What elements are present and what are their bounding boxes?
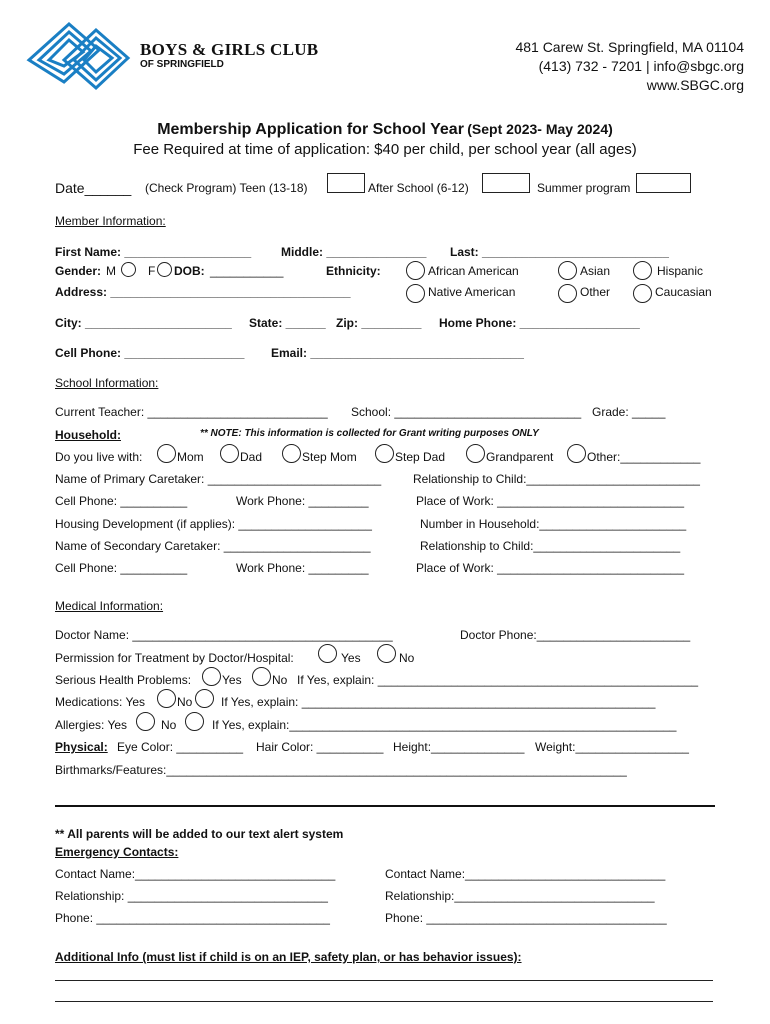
teen-label: (Check Program) Teen (13-18)	[145, 181, 308, 195]
step-dad-label: Step Dad	[395, 450, 446, 464]
last-name-field[interactable]: Last: ____________________________	[450, 245, 669, 259]
permission-yes-label: Yes	[341, 651, 361, 665]
serious-explain-field[interactable]: If Yes, explain: ________________________________________________	[297, 673, 699, 687]
serious-yes-radio[interactable]	[202, 667, 221, 686]
household-number-field[interactable]: Number in Household:______________________	[420, 517, 687, 531]
home-phone-field[interactable]: Home Phone: __________________	[439, 316, 640, 330]
household-note: ** NOTE: This information is collected for Grant writing purposes ONLY	[200, 428, 539, 439]
eth-hispanic-radio[interactable]	[633, 261, 652, 280]
fee-text: Fee Required at time of application: $40 per child, per school year (all ages)	[133, 141, 637, 158]
school-field[interactable]: School: ____________________________	[351, 405, 582, 419]
eth-asian-label: Asian	[580, 264, 611, 278]
org-phone-email: (413) 732 - 7201 | info@sbgc.org	[538, 58, 744, 74]
height-field[interactable]: Height:______________	[393, 740, 525, 754]
medications-label: Medications: Yes	[55, 695, 146, 709]
mom-radio[interactable]	[157, 444, 176, 463]
serious-no-label: No	[272, 673, 288, 687]
club-logo-icon	[24, 20, 134, 92]
org-subtitle: OF SPRINGFIELD	[140, 59, 224, 70]
first-name-field[interactable]: First Name: ___________________	[55, 245, 252, 259]
eth-native-label: Native American	[428, 285, 516, 299]
caretaker-cell-2-field[interactable]: Cell Phone: __________	[55, 561, 188, 575]
step-mom-label: Step Mom	[302, 450, 357, 464]
place-of-work-2-field[interactable]: Place of Work: ____________________________	[416, 561, 685, 575]
section-divider	[55, 805, 715, 807]
hair-color-field[interactable]: Hair Color: __________	[256, 740, 384, 754]
teacher-field[interactable]: Current Teacher: ___________________________	[55, 405, 328, 419]
grade-field[interactable]: Grade: _____	[592, 405, 666, 419]
serious-no-radio[interactable]	[252, 667, 271, 686]
additional-line-1[interactable]	[55, 980, 713, 981]
eth-caucasian-radio[interactable]	[633, 284, 652, 303]
caretaker-work-2-field[interactable]: Work Phone: _________	[236, 561, 369, 575]
title-main: Membership Application for School Year	[157, 121, 464, 138]
eth-caucasian-label: Caucasian	[655, 285, 712, 299]
contact-block	[515, 38, 744, 95]
other-field[interactable]: Other:____________	[587, 450, 701, 464]
teen-checkbox[interactable]	[327, 173, 365, 193]
place-of-work-1-field[interactable]: Place of Work: ____________________________	[416, 494, 685, 508]
after-school-label: After School (6-12)	[368, 181, 469, 195]
allergies-label: Allergies: Yes	[55, 718, 128, 732]
org-website: www.SBGC.org	[646, 77, 744, 93]
relationship-2-field[interactable]: Relationship to Child:______________________	[420, 539, 681, 553]
gender-f-label: F	[148, 264, 156, 278]
allergies-explain-field[interactable]: If Yes, explain:__________________________________________________________	[212, 718, 677, 732]
gender-label: Gender:	[55, 264, 102, 278]
relationship-1-field[interactable]: Relationship to Child:__________________________	[413, 472, 700, 486]
text-alert-note: ** All parents will be added to our text alert system	[55, 827, 344, 841]
zip-field[interactable]: Zip: _________	[336, 316, 422, 330]
gender-f-radio[interactable]	[157, 262, 172, 277]
eth-hispanic-label: Hispanic	[657, 264, 704, 278]
caretaker-work-1-field[interactable]: Work Phone: _________	[236, 494, 369, 508]
relationship-e2-field[interactable]: Relationship:______________________________	[385, 889, 655, 903]
serious-label: Serious Health Problems:	[55, 673, 192, 687]
eth-african-label: African American	[428, 264, 519, 278]
secondary-caretaker-field[interactable]: Name of Secondary Caretaker: ______________________	[55, 539, 371, 553]
weight-field[interactable]: Weight:_________________	[535, 740, 689, 754]
contact-name-1-field[interactable]: Contact Name:______________________________	[55, 867, 336, 881]
additional-line-2[interactable]	[55, 1001, 713, 1002]
eth-native-radio[interactable]	[406, 284, 425, 303]
eth-asian-radio[interactable]	[558, 261, 577, 280]
summer-label: Summer program	[537, 181, 631, 195]
dob-field[interactable]: ___________	[210, 264, 284, 278]
birthmarks-field[interactable]: Birthmarks/Features:_____________________________________________________________________	[55, 763, 627, 777]
school-heading: School Information:	[55, 376, 159, 390]
eth-other-radio[interactable]	[558, 284, 577, 303]
org-name: BOYS & GIRLS CLUB	[140, 40, 319, 59]
medications-explain-field[interactable]: If Yes, explain: _____________________________________________________	[221, 695, 656, 709]
eth-african-radio[interactable]	[406, 261, 425, 280]
doctor-name-field[interactable]: Doctor Name: _______________________________________	[55, 628, 393, 642]
dad-label: Dad	[240, 450, 263, 464]
state-field[interactable]: State: ______	[249, 316, 326, 330]
date-field[interactable]: Date______	[55, 180, 132, 196]
step-dad-radio[interactable]	[375, 444, 394, 463]
cell-phone-field[interactable]: Cell Phone: __________________	[55, 346, 245, 360]
physical-label: Physical:	[55, 740, 108, 754]
gender-m-radio[interactable]	[121, 262, 136, 277]
contact-name-2-field[interactable]: Contact Name:______________________________	[385, 867, 666, 881]
mom-label: Mom	[177, 450, 204, 464]
permission-no-label: No	[399, 651, 415, 665]
member-heading: Member Information:	[55, 214, 166, 228]
serious-yes-label: Yes	[222, 673, 242, 687]
permission-label: Permission for Treatment by Doctor/Hospital:	[55, 651, 294, 665]
medications-no-radio[interactable]	[195, 689, 214, 708]
allergies-no-label: No	[161, 718, 177, 732]
medical-heading: Medical Information:	[55, 599, 164, 613]
address-field[interactable]: Address: ____________________________________	[55, 285, 351, 299]
additional-heading: Additional Info (must list if child is on an IEP, safety plan, or has behavior issues):	[55, 950, 522, 964]
page-title	[0, 121, 770, 139]
summer-checkbox[interactable]	[636, 173, 691, 193]
phone-e2-field[interactable]: Phone: ____________________________________	[385, 911, 667, 925]
email-field[interactable]: Email: ________________________________	[271, 346, 524, 360]
org-address: 481 Carew St. Springfield, MA 01104	[515, 39, 744, 55]
ethnicity-label: Ethnicity:	[326, 264, 381, 278]
dob-label: DOB:	[174, 264, 205, 278]
caretaker-cell-1-field[interactable]: Cell Phone: __________	[55, 494, 188, 508]
gender-m-label: M	[106, 264, 116, 278]
allergies-yes-radio[interactable]	[136, 712, 155, 731]
eth-other-label: Other	[580, 285, 611, 299]
doctor-phone-field[interactable]: Doctor Phone:_______________________	[460, 628, 691, 642]
live-with-label: Do you live with:	[55, 450, 143, 464]
permission-yes-radio[interactable]	[318, 644, 337, 663]
phone-e1-field[interactable]: Phone: ___________________________________	[55, 911, 330, 925]
title-year: (Sept 2023- May 2024)	[467, 121, 613, 137]
middle-name-field[interactable]: Middle: _______________	[281, 245, 427, 259]
medications-yes-radio[interactable]	[157, 689, 176, 708]
household-heading: Household:	[55, 428, 121, 442]
primary-caretaker-field[interactable]: Name of Primary Caretaker: __________________________	[55, 472, 382, 486]
medications-no-label: No	[177, 695, 193, 709]
emergency-heading: Emergency Contacts:	[55, 845, 179, 859]
eye-color-field[interactable]: Eye Color: __________	[117, 740, 244, 754]
permission-no-radio[interactable]	[377, 644, 396, 663]
grandparent-radio[interactable]	[466, 444, 485, 463]
allergies-no-radio[interactable]	[185, 712, 204, 731]
relationship-e1-field[interactable]: Relationship: ______________________________	[55, 889, 328, 903]
after-school-checkbox[interactable]	[482, 173, 530, 193]
grandparent-label: Grandparent	[486, 450, 554, 464]
housing-field[interactable]: Housing Development (if applies): ____________________	[55, 517, 372, 531]
city-field[interactable]: City: ______________________	[55, 316, 232, 330]
step-mom-radio[interactable]	[282, 444, 301, 463]
dad-radio[interactable]	[220, 444, 239, 463]
other-radio[interactable]	[567, 444, 586, 463]
